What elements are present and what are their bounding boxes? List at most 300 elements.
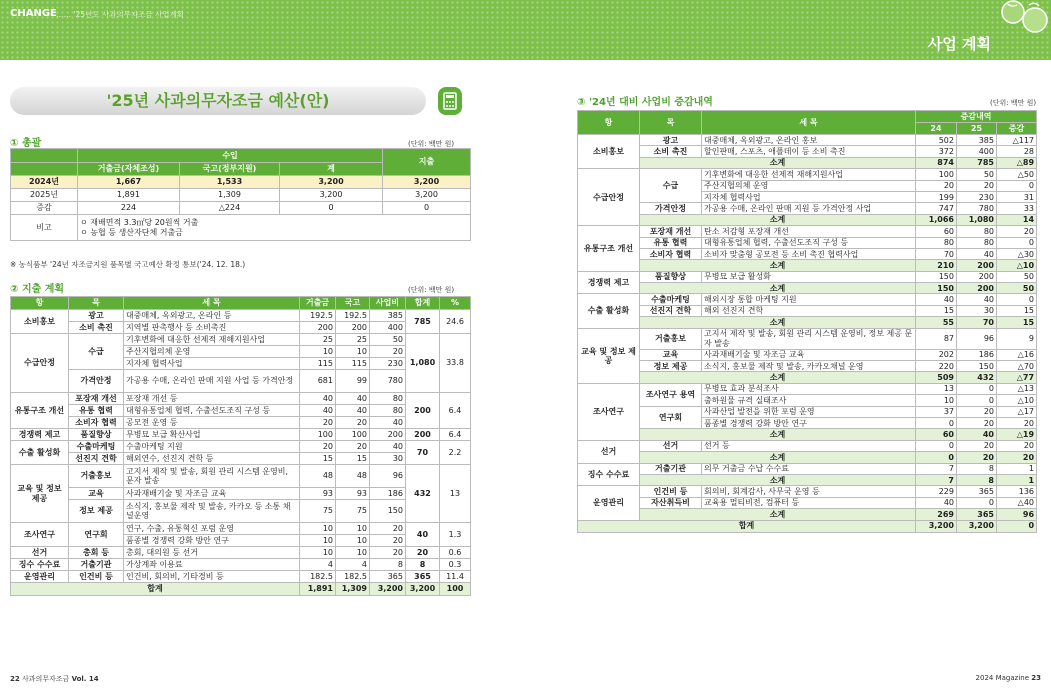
column-header: 세 목 xyxy=(124,297,300,310)
table-row xyxy=(11,334,471,346)
cell: 0 xyxy=(383,202,471,215)
total-cell: 0 xyxy=(997,520,1037,532)
y24-cell: 229 xyxy=(916,486,957,497)
subtotal-label: 소계 xyxy=(640,429,916,440)
y24-cell: 60 xyxy=(916,226,957,237)
page-title: '25년 사과의무자조금 예산(안) xyxy=(10,87,426,115)
y25-cell: 780 xyxy=(957,203,997,214)
header-banner xyxy=(0,0,1051,60)
subtotal-row xyxy=(578,283,1037,294)
item-cell: 지역별 판촉행사 등 소비촉진 xyxy=(124,322,300,334)
category-cell: 선거 xyxy=(11,547,69,559)
levy-cell: 93 xyxy=(300,488,336,500)
page-number: 23 xyxy=(1031,674,1041,682)
category-cell: 교육 및 정보 제공 xyxy=(11,465,69,523)
y24-cell: 747 xyxy=(916,203,957,214)
footer-right xyxy=(976,674,1041,682)
table-row xyxy=(578,305,1037,316)
table-row xyxy=(578,146,1037,157)
item-cell: 사과재배기술 및 자조금 교육 xyxy=(702,349,916,360)
category-cell: 조사연구 xyxy=(11,523,69,547)
budget-cell: 186 xyxy=(370,488,406,500)
group-sum-cell: 40 xyxy=(406,523,440,547)
summary-unit: (단위: 백만 원) xyxy=(408,140,455,148)
page-number: 22 xyxy=(10,675,20,683)
subtotal-cell: 200 xyxy=(957,283,997,294)
levy-cell: 48 xyxy=(300,465,336,488)
y24-cell: 220 xyxy=(916,361,957,372)
group-sum-cell: 1,080 xyxy=(406,334,440,393)
diff-cell: 0 xyxy=(997,180,1037,191)
y24-cell: 150 xyxy=(916,271,957,282)
column-header: 목 xyxy=(640,111,702,135)
subcategory-cell: 광고 xyxy=(69,310,124,322)
item-cell: 할인판매, 스포츠, 애플데이 등 소비 촉진 xyxy=(702,146,916,157)
budget-cell: 80 xyxy=(370,405,406,417)
govt-cell: 40 xyxy=(336,405,370,417)
subtotal-cell: 1,066 xyxy=(916,214,957,225)
y25-cell: 20 xyxy=(957,406,997,417)
table-row xyxy=(11,441,471,453)
cell: 3,200 xyxy=(280,189,383,202)
levy-cell: 681 xyxy=(300,370,336,393)
total-row xyxy=(578,520,1037,532)
table-row xyxy=(578,135,1037,146)
govt-cell: 25 xyxy=(336,334,370,346)
diff-cell: 28 xyxy=(997,146,1037,157)
y24-cell: 7 xyxy=(916,463,957,474)
subtotal-row xyxy=(578,317,1037,328)
y24-cell: 40 xyxy=(916,294,957,305)
remark-cell xyxy=(78,215,471,241)
item-cell: 가공용 수매, 온라인 판매 지원 사업 등 가격안정 xyxy=(124,370,300,393)
levy-cell: 10 xyxy=(300,523,336,535)
diff-cell: 20 xyxy=(997,417,1037,428)
diff-cell: 9 xyxy=(997,328,1037,349)
levy-cell: 182.5 xyxy=(300,571,336,583)
diff-cell: 50 xyxy=(997,271,1037,282)
subtotal-cell: 269 xyxy=(916,509,957,520)
table-row xyxy=(11,417,471,429)
group-sum-cell: 785 xyxy=(406,310,440,334)
subtotal-label: 소계 xyxy=(640,509,916,520)
footer-title: 2024 Magazine xyxy=(975,674,1030,682)
group-pct-cell: 24.6 xyxy=(440,310,471,334)
subtotal-row xyxy=(578,260,1037,271)
item-cell: 사과재배기술 및 자조금 교육 xyxy=(124,488,300,500)
item-cell: 수출마케팅 지원 xyxy=(124,441,300,453)
item-cell: 해외 선진지 견학 xyxy=(702,305,916,316)
cell: 1,667 xyxy=(78,176,180,189)
column-header: 증감 xyxy=(997,123,1037,135)
group-pct-cell: 11.4 xyxy=(440,571,471,583)
item-cell: 사과산업 발전을 위한 포럼 운영 xyxy=(702,406,916,417)
levy-cell: 25 xyxy=(300,334,336,346)
summary-col-a: 거출금(자체조성) xyxy=(78,163,180,176)
subtotal-cell: 20 xyxy=(997,452,1037,463)
category-cell: 징수 수수료 xyxy=(11,559,69,571)
subcategory-cell: 소비자 협력 xyxy=(69,417,124,429)
expense-heading: ② 지출 계획 xyxy=(10,284,65,295)
category-cell: 소비홍보 xyxy=(11,310,69,334)
diff-cell: 20 xyxy=(997,226,1037,237)
item-cell: 소식지, 홍보물 제작 및 발송, 카카오채널 운영 xyxy=(702,361,916,372)
subcategory-cell: 유통 협력 xyxy=(69,405,124,417)
levy-cell: 115 xyxy=(300,358,336,370)
column-header: 증감내역 xyxy=(916,111,1037,123)
item-cell: 인건비, 회의비, 기타경비 등 xyxy=(124,571,300,583)
total-cell: 1,309 xyxy=(336,583,370,596)
item-cell: 포장재 개선 등 xyxy=(124,393,300,405)
table-row xyxy=(578,248,1037,259)
category-cell: 선거 xyxy=(578,440,640,463)
total-cell: 3,200 xyxy=(370,583,406,596)
subcategory-cell: 품질향상 xyxy=(69,429,124,441)
cell: 3,200 xyxy=(383,189,471,202)
subtotal-cell: 150 xyxy=(916,283,957,294)
group-pct-cell: 33.8 xyxy=(440,334,471,393)
subcategory-cell: 정보 제공 xyxy=(69,500,124,523)
item-cell: 연구, 수출, 유통혁신 포럼 운영 xyxy=(124,523,300,535)
subtotal-label: 소계 xyxy=(640,157,916,168)
budget-cell: 30 xyxy=(370,453,406,465)
subcategory-cell: 인건비 등 xyxy=(69,571,124,583)
column-header: 사업비 xyxy=(370,297,406,310)
item-cell: 선거 등 xyxy=(702,440,916,451)
subcategory-cell: 소비 촉진 xyxy=(69,322,124,334)
total-row xyxy=(11,583,471,596)
item-cell: 기후변화에 대응한 선제적 재해지원사업 xyxy=(124,334,300,346)
category-cell: 징수 수수료 xyxy=(578,463,640,486)
y25-cell: 40 xyxy=(957,294,997,305)
table-row xyxy=(11,310,471,322)
item-cell: 지자체 협력사업 xyxy=(124,358,300,370)
table-row xyxy=(578,271,1037,282)
subtotal-cell: △89 xyxy=(997,157,1037,168)
expense-table xyxy=(10,296,471,596)
y24-cell: 15 xyxy=(916,305,957,316)
cell: 3,200 xyxy=(383,176,471,189)
total-cell: 3,200 xyxy=(406,583,440,596)
item-cell: 가상계좌 이용료 xyxy=(124,559,300,571)
subtotal-cell: 1,080 xyxy=(957,214,997,225)
item-cell: 소식지, 홍보물 제작 및 발송, 카카오 등 소통 채널운영 xyxy=(124,500,300,523)
levy-cell: 100 xyxy=(300,429,336,441)
subtotal-cell: 432 xyxy=(957,372,997,383)
table-row xyxy=(578,361,1037,372)
levy-cell: 200 xyxy=(300,322,336,334)
y24-cell: 87 xyxy=(916,328,957,349)
summary-income-header: 수입 xyxy=(78,149,383,163)
subcategory-cell: 정보 제공 xyxy=(640,361,702,372)
subtotal-cell: 7 xyxy=(916,474,957,485)
category-cell: 경쟁력 제고 xyxy=(11,429,69,441)
column-header: 세 목 xyxy=(702,111,916,135)
y25-cell: 365 xyxy=(957,486,997,497)
table-row xyxy=(578,383,1037,394)
levy-cell: 40 xyxy=(300,405,336,417)
subtotal-row xyxy=(578,429,1037,440)
govt-cell: 200 xyxy=(336,322,370,334)
category-cell: 유통구조 개선 xyxy=(578,226,640,272)
y25-cell: 0 xyxy=(957,497,997,508)
subtotal-label: 소계 xyxy=(640,214,916,225)
item-cell: 무병묘 보급 활성화 xyxy=(702,271,916,282)
item-cell: 소비자 맞춤형 공모전 등 소비 촉진 협력사업 xyxy=(702,248,916,259)
item-cell: 대형유통업체 협력, 수출선도조직 구성 등 xyxy=(124,405,300,417)
group-sum-cell: 20 xyxy=(406,547,440,559)
table-row xyxy=(578,237,1037,248)
levy-cell: 75 xyxy=(300,500,336,523)
levy-cell: 20 xyxy=(300,417,336,429)
budget-cell: 96 xyxy=(370,465,406,488)
budget-cell: 40 xyxy=(370,441,406,453)
govt-cell: 192.5 xyxy=(336,310,370,322)
govt-cell: 75 xyxy=(336,500,370,523)
category-cell: 교육 및 정보 제공 xyxy=(578,328,640,383)
summary-table xyxy=(10,148,471,241)
item-cell: 품종별 경쟁력 강화 방안 연구 xyxy=(124,535,300,547)
column-header: 24 xyxy=(916,123,957,135)
subtotal-cell: 60 xyxy=(916,429,957,440)
summary-corner xyxy=(11,149,78,163)
table-row xyxy=(11,176,471,189)
budget-cell: 230 xyxy=(370,358,406,370)
subcategory-cell: 교육 xyxy=(69,488,124,500)
cell: 1,309 xyxy=(180,189,280,202)
diff-cell: △117 xyxy=(997,135,1037,146)
budget-cell: 8 xyxy=(370,559,406,571)
summary-col-b: 국고(정부지원) xyxy=(180,163,280,176)
levy-cell: 20 xyxy=(300,441,336,453)
category-cell: 소비홍보 xyxy=(578,135,640,169)
subtotal-cell: 1 xyxy=(997,474,1037,485)
table-row xyxy=(578,328,1037,349)
subtotal-cell: 70 xyxy=(957,317,997,328)
y24-cell: 199 xyxy=(916,191,957,202)
category-cell: 수급안정 xyxy=(578,169,640,226)
y24-cell: 13 xyxy=(916,383,957,394)
table-row xyxy=(11,571,471,583)
govt-cell: 10 xyxy=(336,346,370,358)
levy-cell: 40 xyxy=(300,393,336,405)
subtotal-cell: 20 xyxy=(957,452,997,463)
levy-cell: 10 xyxy=(300,547,336,559)
cell: 224 xyxy=(78,202,180,215)
govt-cell: 10 xyxy=(336,535,370,547)
table-row xyxy=(578,497,1037,508)
budget-cell: 20 xyxy=(370,535,406,547)
subcategory-cell: 거출홍보 xyxy=(640,328,702,349)
diff-cell: 15 xyxy=(997,305,1037,316)
subtotal-cell: 96 xyxy=(997,509,1037,520)
table-row xyxy=(11,370,471,393)
budget-cell: 385 xyxy=(370,310,406,322)
total-cell: 3,200 xyxy=(957,520,997,532)
group-pct-cell: 0.6 xyxy=(440,547,471,559)
budget-cell: 150 xyxy=(370,500,406,523)
levy-cell: 192.5 xyxy=(300,310,336,322)
item-cell: 가공용 수매, 온라인 판매 지원 등 가격안정 사업 xyxy=(702,203,916,214)
diff-cell: 1 xyxy=(997,463,1037,474)
diff-cell: △30 xyxy=(997,248,1037,259)
y24-cell: 80 xyxy=(916,237,957,248)
y25-cell: 150 xyxy=(957,361,997,372)
govt-cell: 40 xyxy=(336,393,370,405)
total-cell: 1,891 xyxy=(300,583,336,596)
budget-cell: 400 xyxy=(370,322,406,334)
diff-cell: 33 xyxy=(997,203,1037,214)
summary-col-c: 계 xyxy=(280,163,383,176)
govt-cell: 99 xyxy=(336,370,370,393)
govt-cell: 100 xyxy=(336,429,370,441)
category-cell: 수출 활성화 xyxy=(578,294,640,328)
category-cell: 운영관리 xyxy=(578,486,640,520)
subtotal-cell: 40 xyxy=(957,429,997,440)
item-cell: 대중매체, 옥외광고, 온라인 등 xyxy=(124,310,300,322)
subcategory-cell: 연구회 xyxy=(69,523,124,547)
group-pct-cell: 6.4 xyxy=(440,429,471,441)
budget-cell: 365 xyxy=(370,571,406,583)
table-row xyxy=(11,405,471,417)
item-cell: 출하원물 규격 실태조사 xyxy=(702,395,916,406)
item-cell: 주산지협의체 운영 xyxy=(124,346,300,358)
govt-cell: 10 xyxy=(336,523,370,535)
group-pct-cell: 2.2 xyxy=(440,441,471,465)
change-table xyxy=(577,110,1037,533)
summary-heading: ① 총괄 xyxy=(10,138,42,149)
summary-corner2 xyxy=(11,163,78,176)
row-label: 2024년 xyxy=(11,176,78,189)
subtotal-row xyxy=(578,509,1037,520)
group-sum-cell: 200 xyxy=(406,393,440,429)
header-row xyxy=(11,297,471,310)
subcategory-cell: 수출마케팅 xyxy=(640,294,702,305)
subtotal-label: 소계 xyxy=(640,283,916,294)
column-header: 목 xyxy=(69,297,124,310)
y25-cell: 230 xyxy=(957,191,997,202)
subcategory-cell: 수급 xyxy=(69,334,124,370)
y25-cell: 0 xyxy=(957,383,997,394)
govt-cell: 20 xyxy=(336,441,370,453)
subtotal-row xyxy=(578,452,1037,463)
table-row xyxy=(578,486,1037,497)
diff-cell: △50 xyxy=(997,169,1037,180)
cell: 3,200 xyxy=(280,176,383,189)
subtotal-label: 소계 xyxy=(640,452,916,463)
subcategory-cell: 거출기관 xyxy=(69,559,124,571)
table-row xyxy=(11,189,471,202)
subcategory-cell: 품질향상 xyxy=(640,271,702,282)
table-row xyxy=(11,547,471,559)
subcategory-cell: 수급 xyxy=(640,169,702,203)
subcategory-cell: 포장재 개선 xyxy=(69,393,124,405)
group-sum-cell: 8 xyxy=(406,559,440,571)
brand-label: CHANGE xyxy=(10,8,57,19)
table-row xyxy=(11,488,471,500)
column-header: 합계 xyxy=(406,297,440,310)
column-header: 국고 xyxy=(336,297,370,310)
group-pct-cell: 1.3 xyxy=(440,523,471,547)
item-cell: 무병묘 효과 분석조사 xyxy=(702,383,916,394)
subtotal-cell: 874 xyxy=(916,157,957,168)
item-cell: 탄소 저감형 포장재 개선 xyxy=(702,226,916,237)
series-label: …… '25년도 사과의무자조금 사업계획 xyxy=(56,10,184,19)
diff-cell: △17 xyxy=(997,406,1037,417)
item-cell: 총회, 대의원 등 선거 xyxy=(124,547,300,559)
budget-cell: 780 xyxy=(370,370,406,393)
row-label: 증감 xyxy=(11,202,78,215)
govt-cell: 4 xyxy=(336,559,370,571)
govt-cell: 48 xyxy=(336,465,370,488)
group-pct-cell: 0.3 xyxy=(440,559,471,571)
table-row xyxy=(578,169,1037,180)
column-header: 거출금 xyxy=(300,297,336,310)
diff-cell: △70 xyxy=(997,361,1037,372)
y24-cell: 0 xyxy=(916,440,957,451)
levy-cell: 10 xyxy=(300,346,336,358)
table-row xyxy=(11,453,471,465)
subtotal-label: 소계 xyxy=(640,317,916,328)
remark-line: ㅇ 재배면적 3.3㎡당 20원씩 거출 xyxy=(80,218,199,228)
category-cell: 조사연구 xyxy=(578,383,640,440)
cell: △224 xyxy=(180,202,280,215)
table-row xyxy=(578,349,1037,360)
table-row xyxy=(11,559,471,571)
subcategory-cell: 인건비 등 xyxy=(640,486,702,497)
y24-cell: 502 xyxy=(916,135,957,146)
subtotal-cell: 0 xyxy=(916,452,957,463)
levy-cell: 4 xyxy=(300,559,336,571)
diff-cell: △16 xyxy=(997,349,1037,360)
table-row xyxy=(578,203,1037,214)
subtotal-cell: 14 xyxy=(997,214,1037,225)
govt-cell: 93 xyxy=(336,488,370,500)
subtotal-label: 소계 xyxy=(640,474,916,485)
subtotal-cell: △10 xyxy=(997,260,1037,271)
item-cell: 주산지협의체 운영 xyxy=(702,180,916,191)
subtotal-cell: △19 xyxy=(997,429,1037,440)
subtotal-label: 소계 xyxy=(640,372,916,383)
column-header: 항 xyxy=(578,111,640,135)
govt-cell: 115 xyxy=(336,358,370,370)
subtotal-cell: 210 xyxy=(916,260,957,271)
budget-cell: 80 xyxy=(370,393,406,405)
y25-cell: 200 xyxy=(957,271,997,282)
item-cell: 대중매체, 옥외광고, 온라인 홍보 xyxy=(702,135,916,146)
subtotal-row xyxy=(578,474,1037,485)
calculator-icon xyxy=(437,85,463,117)
budget-cell: 20 xyxy=(370,547,406,559)
total-cell: 100 xyxy=(440,583,471,596)
item-cell: 기후변화에 대응한 선제적 재해지원사업 xyxy=(702,169,916,180)
subtotal-cell: 200 xyxy=(957,260,997,271)
summary-note: ※ 농식품부 '24년 자조금지원 품목별 국고예산 확정 통보('24. 12. 18.) xyxy=(10,260,246,269)
y25-cell: 385 xyxy=(957,135,997,146)
y25-cell: 20 xyxy=(957,417,997,428)
item-cell: 해외연수, 선진지 견학 등 xyxy=(124,453,300,465)
group-sum-cell: 365 xyxy=(406,571,440,583)
item-cell: 지자체 협력사업 xyxy=(702,191,916,202)
item-cell: 교육용 멀티비전, 컴퓨터 등 xyxy=(702,497,916,508)
expense-unit: (단위: 백만 원) xyxy=(408,286,455,294)
table-row xyxy=(11,523,471,535)
y24-cell: 40 xyxy=(916,497,957,508)
total-cell: 3,200 xyxy=(916,520,957,532)
subcategory-cell: 소비자 협력 xyxy=(640,248,702,259)
table-row xyxy=(578,440,1037,451)
diff-cell: 31 xyxy=(997,191,1037,202)
